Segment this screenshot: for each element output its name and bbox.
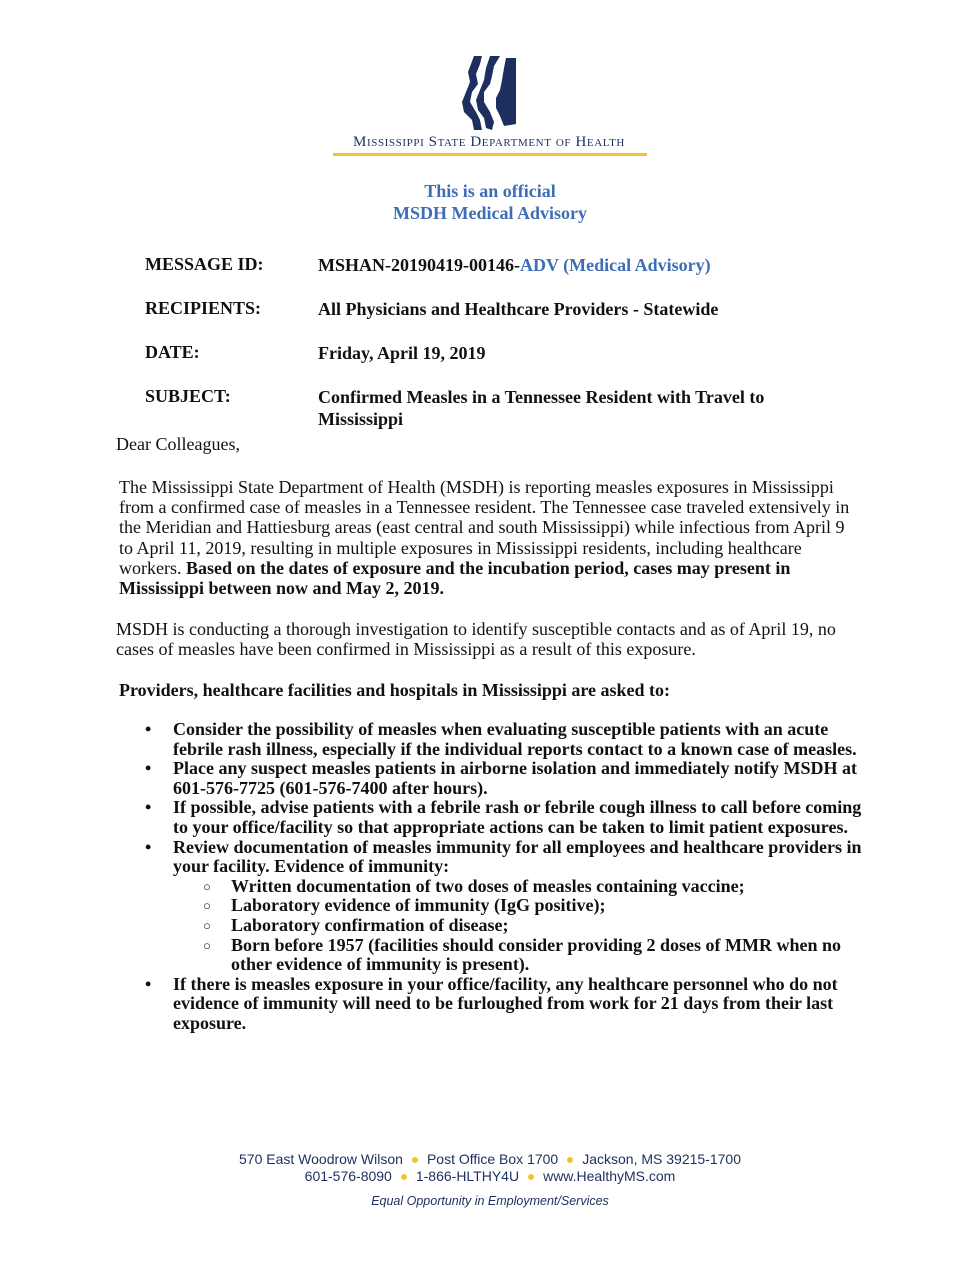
footer-contact-line <box>0 1168 980 1184</box>
date-value: Friday, April 19, 2019 <box>318 343 486 363</box>
equal-opportunity-note: Equal Opportunity in Employment/Services <box>371 1194 609 1208</box>
footer-phone: 601-576-8090 <box>304 1168 392 1184</box>
sub-list-item: ○ Laboratory evidence of immunity (IgG positive); <box>173 896 865 916</box>
paragraph-exposure <box>119 477 854 598</box>
official-line-2: MSDH Medical Advisory <box>393 203 587 223</box>
message-id-label: MESSAGE ID: <box>145 254 264 274</box>
subject-label: SUBJECT: <box>145 386 231 406</box>
date-label: DATE: <box>145 342 200 362</box>
agency-name: Mississippi State Department of Health <box>353 134 625 150</box>
paragraph-exposure-text: The Mississippi State Department of Health (MSDH) is reporting measles exposures in Mississippi from a confirmed case of measles in a Tennessee resident. The Tennessee case traveled extensively in the Meridian and Hattiesburg areas (east central and south Mississippi) while infectious from April 9 to April 11, 2019, resulting in multiple exposures in Mississippi residents, including healthcare workers. <box>119 477 850 578</box>
separator-dot-icon <box>528 1174 534 1180</box>
message-id-type: ADV (Medical Advisory) <box>519 255 711 275</box>
footer-city: Jackson, MS 39215-1700 <box>582 1151 741 1167</box>
list-item: • Review documentation of measles immunity for all employees and healthcare providers in your facility. Evidence of immunity: ○ Written documentation of two doses of measles containing vaccine; ○ Laboratory evidence of immunity (IgG positive); ○ Laboratory confirmation of disease; ○ Born before 1957 (facilities should consider providing 2 doses of MMR when no other evidence of immunity is present). <box>145 838 865 975</box>
immunity-evidence-list <box>173 877 865 975</box>
official-line-1: This is an official <box>424 181 556 201</box>
footer-address-line <box>0 1151 980 1167</box>
subject-value: Confirmed Measles in a Tennessee Resident with Travel to Mississippi <box>318 387 765 429</box>
message-id-number: MSHAN-20190419-00146- <box>318 255 520 275</box>
list-item: • Consider the possibility of measles when evaluating susceptible patients with an acute febrile rash illness, especially if the individual reports contact to a known case of measles. <box>145 720 865 759</box>
footer-tollfree: 1-866-HLTHY4U <box>415 1168 520 1184</box>
msdh-logo <box>0 54 980 132</box>
agency-underline <box>333 153 647 156</box>
separator-dot-icon <box>567 1157 573 1163</box>
request-heading: Providers, healthcare facilities and hospitals in Mississippi are asked to: <box>119 680 671 700</box>
list-item: • If possible, advise patients with a febrile rash or febrile cough illness to call before coming to your office/facility so that appropriate actions can be taken to limit patient exposures. <box>145 798 865 837</box>
paragraph-exposure-highlight: Based on the dates of exposure and the incubation period, cases may present in Mississippi between now and May 2, 2019. <box>119 557 791 599</box>
recipients-label: RECIPIENTS: <box>145 298 262 318</box>
recommendations-list <box>145 720 865 1034</box>
footer-street: 570 East Woodrow Wilson <box>239 1151 403 1167</box>
state-profiles-icon <box>460 54 520 132</box>
list-item: • Place any suspect measles patients in airborne isolation and immediately notify MSDH at 601-576-7725 (601-576-7400 after hours). <box>145 759 865 798</box>
sub-list-item: ○ Written documentation of two doses of measles containing vaccine; <box>173 877 865 897</box>
salutation: Dear Colleagues, <box>116 434 240 454</box>
message-id-value <box>318 254 838 276</box>
separator-dot-icon <box>412 1157 418 1163</box>
list-item: • If there is measles exposure in your office/facility, any healthcare personnel who do not evidence of immunity will need to be furloughed from work for 21 days from their last exposure. <box>145 975 865 1034</box>
sub-list-item: ○ Laboratory confirmation of disease; <box>173 916 865 936</box>
paragraph-investigation: MSDH is conducting a thorough investigation to identify susceptible contacts and as of April 19, no cases of measles have been confirmed in Mississippi as a result of this exposure. <box>116 619 836 660</box>
separator-dot-icon <box>401 1174 407 1180</box>
recipients-value: All Physicians and Healthcare Providers - Statewide <box>318 299 719 319</box>
footer-po-box: Post Office Box 1700 <box>426 1151 559 1167</box>
footer-website-link[interactable]: www.HealthyMS.com <box>543 1168 676 1184</box>
sub-list-item: ○ Born before 1957 (facilities should consider providing 2 doses of MMR when no other evidence of immunity is present). <box>173 936 865 975</box>
